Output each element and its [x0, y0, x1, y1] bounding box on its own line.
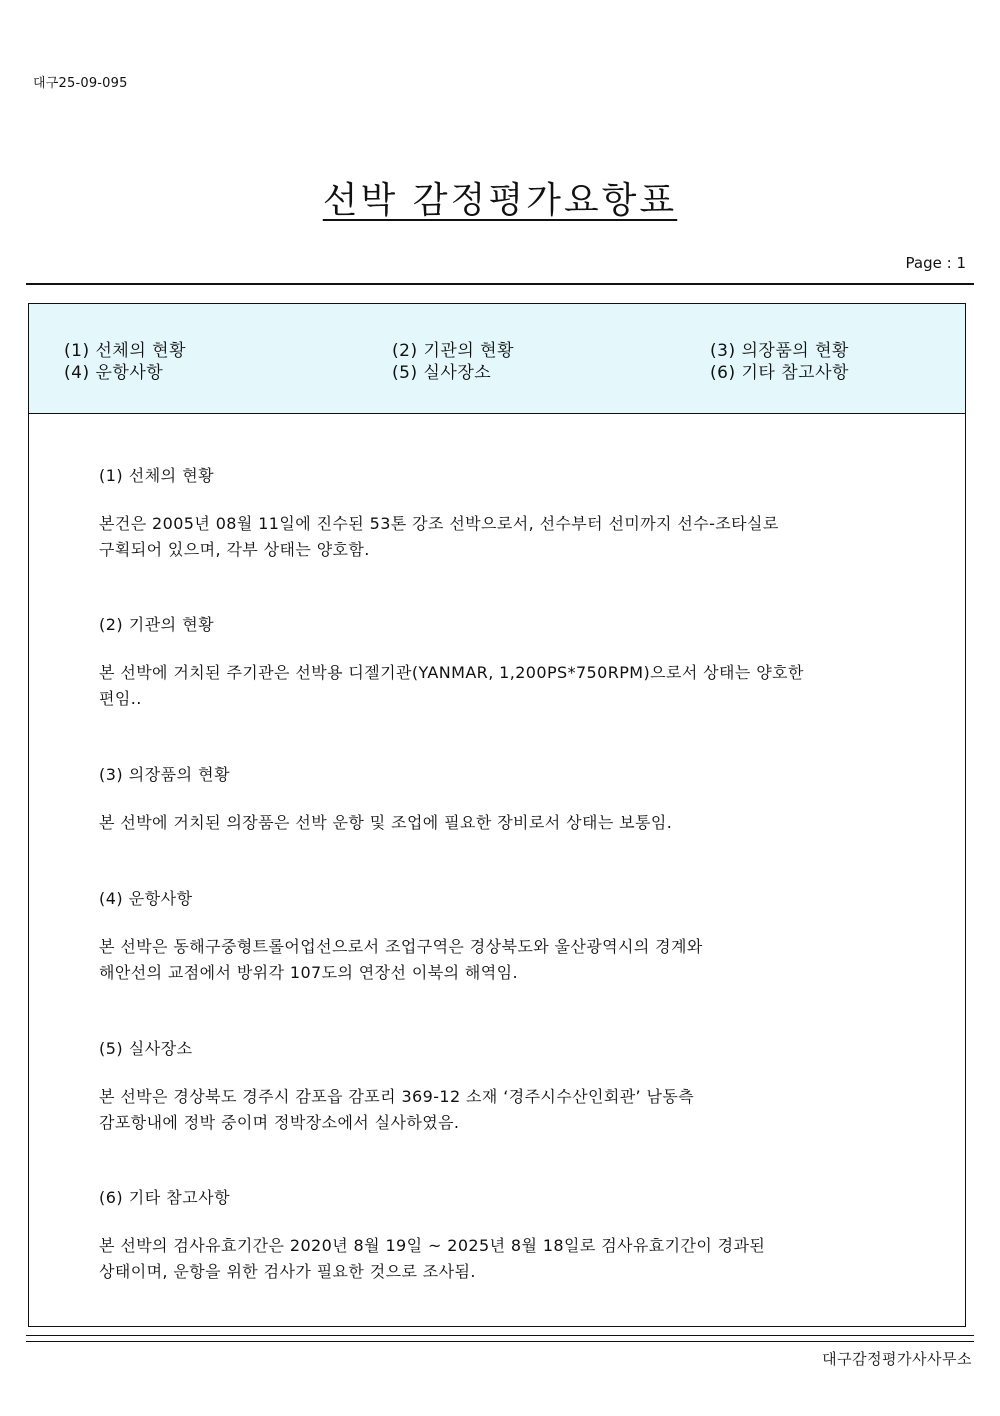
section-heading: (3) 의장품의 현황 — [99, 765, 231, 784]
page-title — [0, 172, 1000, 223]
section-inspection-site — [99, 1036, 919, 1132]
content-frame — [28, 303, 966, 1327]
section-hull — [99, 463, 919, 559]
toc-item-engine: (2) 기관의 현황 — [392, 341, 514, 361]
header-divider — [26, 283, 974, 285]
page-number: Page : 1 — [905, 254, 966, 272]
section-heading: (6) 기타 참고사항 — [99, 1188, 231, 1207]
section-operation — [99, 886, 919, 982]
section-engine — [99, 612, 919, 708]
toc-item-inspection-site: (5) 실사장소 — [392, 363, 492, 383]
section-heading: (4) 운항사항 — [99, 889, 193, 908]
toc-item-hull: (1) 선체의 현황 — [64, 341, 186, 361]
section-body: 본 선박은 경상북도 경주시 감포읍 감포리 369-12 소재 ‘경주시수산인회관’ 남동측 감포항내에 정박 중이며 정박장소에서 실사하였음. — [99, 1087, 695, 1132]
section-other-notes — [99, 1185, 919, 1281]
section-body: 본 선박은 동해구중형트롤어업선으로서 조업구역은 경상북도와 울산광역시의 경계와 해안선의 교점에서 방위각 107도의 연장선 이북의 해역임. — [99, 937, 703, 982]
footer-divider-double — [26, 1341, 974, 1342]
section-heading: (2) 기관의 현황 — [99, 615, 215, 634]
toc-item-operation: (4) 운항사항 — [64, 363, 164, 383]
section-body: 본 선박에 거치된 의장품은 선박 운항 및 조업에 필요한 장비로서 상태는 보통임. — [99, 813, 673, 832]
section-heading: (1) 선체의 현황 — [99, 466, 215, 485]
office-name: 대구감정평가사사무소 — [822, 1350, 972, 1368]
toc-item-other-notes: (6) 기타 참고사항 — [710, 363, 849, 383]
section-body: 본 선박의 검사유효기간은 2020년 8월 19일 ~ 2025년 8월 18일로 검사유효기간이 경과된 상태이며, 운항을 위한 검사가 필요한 것으로 조사됨. — [99, 1236, 766, 1281]
footer-divider — [26, 1335, 974, 1336]
section-body: 본 선박에 거치된 주기관은 선박용 디젤기관(YANMAR, 1,200PS*750RPM)으로서 상태는 양호한 편임.. — [99, 663, 804, 708]
section-heading: (5) 실사장소 — [99, 1039, 193, 1058]
section-body: 본건은 2005년 08월 11일에 진수된 53톤 강조 선박으로서, 선수부터 선미까지 선수-조타실로 구획되어 있으며, 각부 상태는 양호함. — [99, 514, 779, 559]
section-equipment — [99, 762, 919, 832]
document-number: 대구25-09-095 — [33, 76, 128, 91]
toc-item-equipment: (3) 의장품의 현황 — [710, 341, 849, 361]
table-of-contents — [29, 304, 965, 414]
title-text: 선박 감정평가요항표 — [322, 180, 678, 221]
